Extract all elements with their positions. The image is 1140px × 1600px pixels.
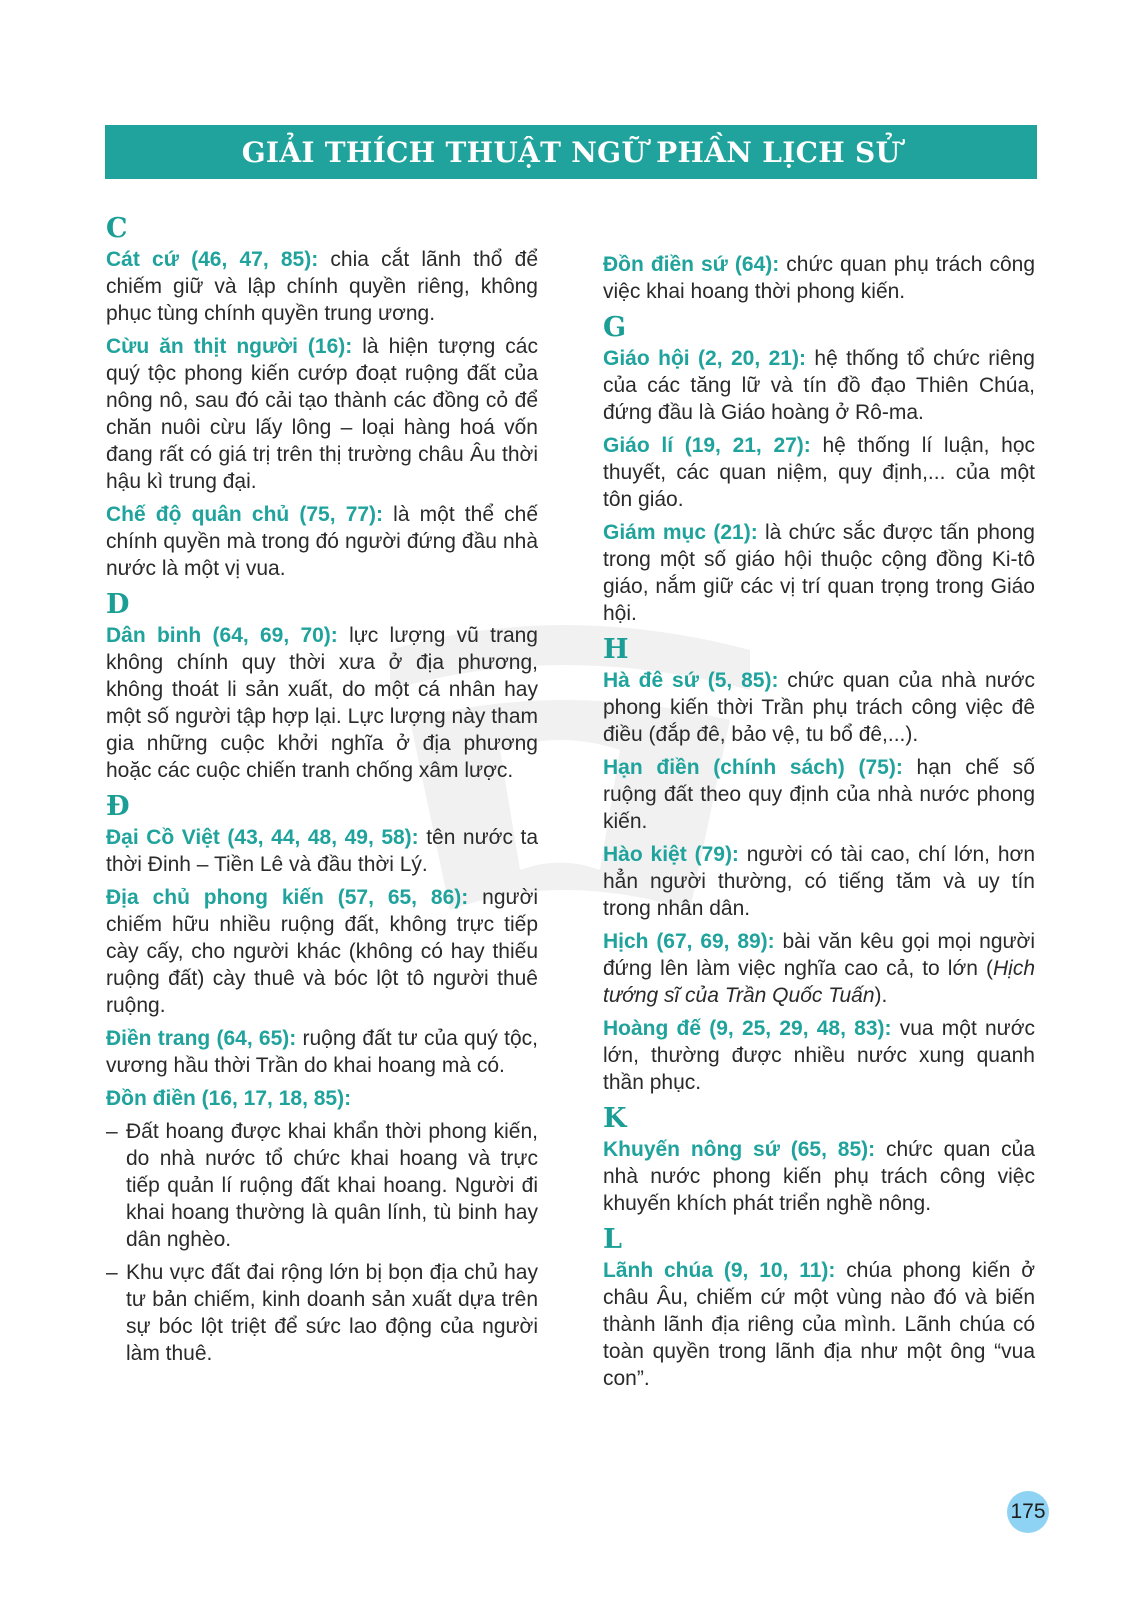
definition: bài văn kêu gọi mọi người đứng lên làm việc nghĩa cao cả, to lớn ( (603, 930, 1035, 980)
left-column (106, 212, 538, 1373)
definition: chúa phong kiến ở châu Âu, chiếm cứ một vùng nào đó và biến thành lãnh địa riêng của mình. Lãnh chúa có toàn quyền trong lãnh địa như một ông “vua con”. (603, 1259, 1035, 1390)
term: Địa chủ phong kiến (57, 65, 86): (106, 886, 469, 909)
entry-ha-de-su (603, 667, 1035, 748)
definition-end: ). (874, 984, 888, 1007)
term: Đồn điền sứ (64): (603, 253, 780, 276)
entry-giao-li (603, 432, 1035, 513)
page-number: 175 (1010, 1500, 1046, 1523)
entry-hoang-de (603, 1015, 1035, 1096)
italic-title: Hịch tướng sĩ của Trần Quốc Tuấn (603, 957, 1035, 1007)
term: Hạn điền (chính sách) (75): (603, 756, 903, 779)
term: Hào kiệt (79): (603, 843, 739, 866)
entry-don-dien-su (603, 251, 1035, 305)
section-letter-h: H (603, 634, 629, 665)
definition: người có tài cao, chí lớn, hơn hẳn người thường, có tiếng tăm và uy tín trong nhân dân. (603, 843, 1035, 920)
entry-giao-hoi (603, 345, 1035, 426)
page-title: GIẢI THÍCH THUẬT NGỮ PHẦN LỊCH SỬ (241, 135, 901, 169)
section-letter-g: G (603, 312, 627, 343)
dash: – (106, 1120, 118, 1143)
term: Khuyến nông sứ (65, 85): (603, 1138, 876, 1161)
term: Cừu ăn thịt người (16): (106, 335, 353, 358)
term: Hà đê sứ (5, 85): (603, 669, 779, 692)
section-letter-k: K (603, 1103, 627, 1134)
entry-giam-muc (603, 519, 1035, 627)
entry-cuu-an-thit-nguoi (106, 333, 538, 495)
section-letter-dd: Đ (106, 791, 130, 822)
term: Giáo hội (2, 20, 21): (603, 347, 806, 370)
definition: là một thể chế chính quyền mà trong đó người đứng đầu nhà nước là một vị vua. (106, 503, 538, 580)
definition: vua một nước lớn, thường được nhiều nước xung quanh thần phục. (603, 1017, 1035, 1094)
term: Hịch (67, 69, 89): (603, 930, 775, 953)
entry-cat-cu (106, 246, 538, 327)
term: Hoàng đế (9, 25, 29, 48, 83): (603, 1017, 892, 1040)
bullet-text: Khu vực đất đai rộng lớn bị bọn địa chủ hay tư bản chiếm, kinh doanh sản xuất dựa trên sự bóc lột triệt để sức lao động của người làm thuê. (126, 1261, 538, 1365)
bullet-item (106, 1259, 538, 1367)
entry-han-dien (603, 754, 1035, 835)
section-letter-d: D (106, 589, 130, 620)
term: Điền trang (64, 65): (106, 1027, 297, 1050)
entry-khuyen-nong-su (603, 1136, 1035, 1217)
definition: hệ thống tổ chức riêng của các tăng lữ và tín đồ đạo Thiên Chúa, đứng đầu là Giáo hoàng ở Rô-ma. (603, 347, 1035, 424)
definition: chức quan của nhà nước phong kiến phụ trách công việc khuyến khích phát triển nghề nông. (603, 1138, 1035, 1215)
definition: hệ thống lí luận, học thuyết, các quan niệm, quy định,... của một tôn giáo. (603, 434, 1036, 511)
section-letter-c: C (106, 213, 128, 244)
dash: – (106, 1261, 118, 1284)
definition: tên nước ta thời Đinh – Tiền Lê và đầu thời Lý. (106, 826, 538, 876)
definition: là chức sắc được tấn phong trong một số giáo hội thuộc cộng đồng Ki-tô giáo, nắm giữ các vị trí quan trọng trong Giáo hội. (603, 521, 1035, 625)
term: Đồn điền (16, 17, 18, 85): (106, 1087, 352, 1110)
definition: lực lượng vũ trang không chính quy thời xưa ở địa phương, không thoát li sản xuất, do một cá nhân hay một số người tập hợp lại. Lực lượng này tham gia những cuộc khởi nghĩa ở địa phương hoặc các cuộc chiến tranh chống xâm lược. (106, 624, 538, 782)
term: Giám mục (21): (603, 521, 758, 544)
bullet-text: Đất hoang được khai khẩn thời phong kiến, do nhà nước tổ chức khai hoang và trực tiếp quản lí ruộng đất khai hoang. Người đi khai hoang thường là quân lính, tù binh hay dân nghèo. (126, 1120, 538, 1251)
term: Lãnh chúa (9, 10, 11): (603, 1259, 836, 1282)
entry-dan-binh (106, 622, 538, 784)
definition: người chiếm hữu nhiều ruộng đất, không trực tiếp cày cấy, cho người khác (không có hay thiếu ruộng đất) cày thuê và bóc lột tô người thuê ruộng. (106, 886, 539, 1017)
term: Cát cứ (46, 47, 85): (106, 248, 319, 271)
term: Chế độ quân chủ (75, 77): (106, 503, 384, 526)
term: Giáo lí (19, 21, 27): (603, 434, 811, 457)
entry-dia-chu-phong-kien (106, 884, 538, 1019)
entry-che-do-quan-chu (106, 501, 538, 582)
definition: chức quan của nhà nước phong kiến thời Trần phụ trách công việc đê điều (đắp đê, bảo vệ, tu bổ đê,...). (603, 669, 1036, 746)
definition: chia cắt lãnh thổ để chiếm giữ và lập chính quyền riêng, không phục tùng chính quyền trung ương. (106, 248, 538, 325)
definition: chức quan phụ trách công việc khai hoang thời phong kiến. (603, 253, 1036, 303)
right-column (603, 251, 1035, 1398)
entry-dien-trang (106, 1025, 538, 1079)
entry-lanh-chua (603, 1257, 1035, 1392)
term: Đại Cồ Việt (43, 44, 48, 49, 58): (106, 826, 419, 849)
definition: là hiện tượng các quý tộc phong kiến cướp đoạt ruộng đất của nông nô, sau đó cải tạo thành các đồng cỏ để chăn nuôi cừu lấy lông – loại hàng hoá vốn đang rất có giá trị trên thị trường châu Âu thời hậu kì trung đại. (106, 335, 538, 493)
entry-hich (603, 928, 1035, 1009)
definition: ruộng đất tư của quý tộc, vương hầu thời Trần do khai hoang mà có. (106, 1027, 538, 1077)
entry-hao-kiet (603, 841, 1035, 922)
section-letter-l: L (603, 1224, 622, 1255)
entry-dai-co-viet (106, 824, 538, 878)
page-number-badge (1007, 1491, 1049, 1533)
term: Dân binh (64, 69, 70): (106, 624, 338, 647)
entry-don-dien (106, 1085, 538, 1112)
title-banner (105, 125, 1037, 179)
bullet-item (106, 1118, 538, 1253)
definition: hạn chế số ruộng đất theo quy định của nhà nước phong kiến. (603, 756, 1035, 833)
